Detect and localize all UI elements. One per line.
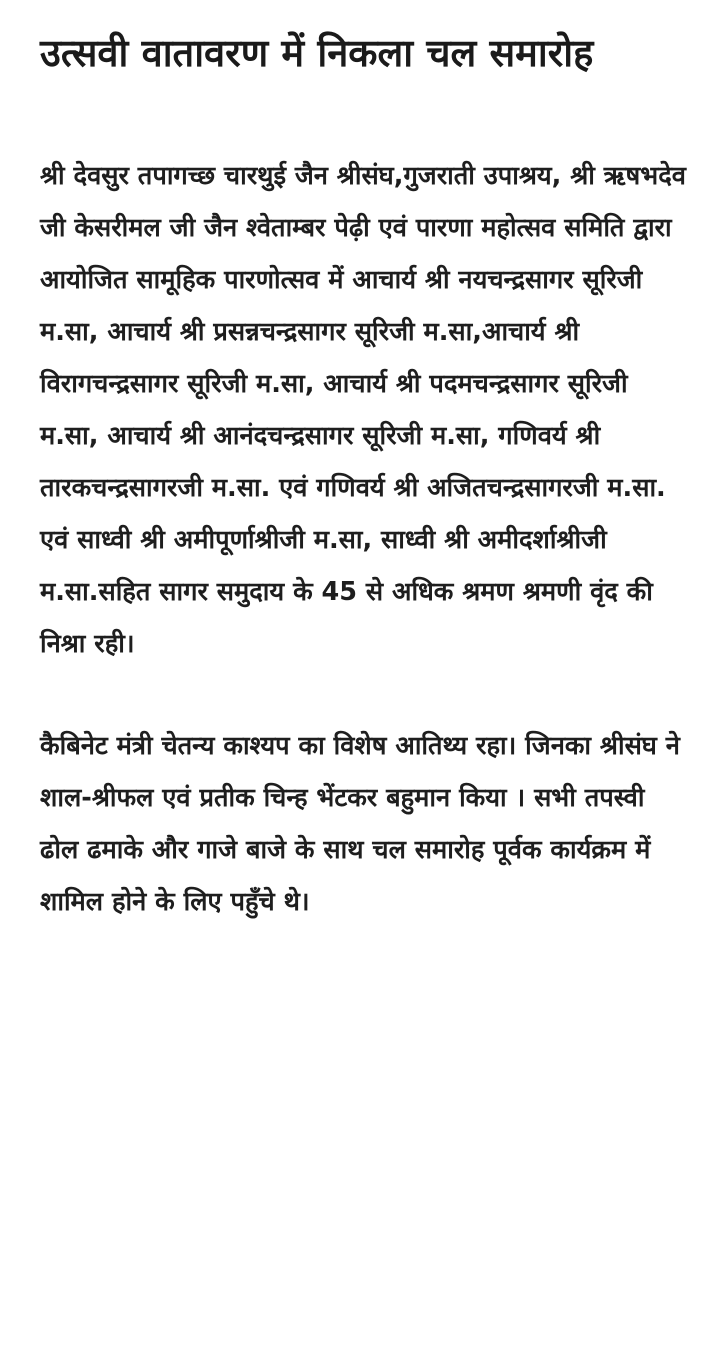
article-paragraph-2: कैबिनेट मंत्री चेतन्य काश्यप का विशेष आतिथ्य रहा। जिनका श्रीसंघ ने शाल-श्रीफल एवं प्रतीक चिन्ह भेंटकर बहुमान किया । सभी तपस्वी ढोल ढमाके और गाजे बाजे के साथ चल समारोह पूर्वक कार्यक्रम में शामिल होने के लिए पहुँचे थे। (40, 731, 680, 917)
news-article (40, 18, 690, 928)
article-paragraph-1: श्री देवसुर तपागच्छ चारथुई जैन श्रीसंघ,गुजराती उपाश्रय, श्री ऋषभदेव जी केसरीमल जी जैन श्वेताम्बर पेढ़ी एवं पारणा महोत्सव समिति द्वारा आयोजित सामूहिक पारणोत्सव में आचार्य श्री नयचन्द्रसागर सूरिजी म.सा, आचार्य श्री प्रसन्नचन्द्रसागर सूरिजी म.सा,आचार्य श्री विरागचन्द्रसागर सूरिजी म.सा, आचार्य श्री पदमचन्द्रसागर सूरिजी म.सा, आचार्य श्री आनंदचन्द्रसागर सूरिजी म.सा, गणिवर्य श्री तारकचन्द्रसागरजी म.सा. एवं गणिवर्य श्री अजितचन्द्रसागरजी म.सा. एवं साध्वी श्री अमीपूर्णाश्रीजी म.सा, साध्वी श्री अमीदर्शाश्रीजी म.सा.सहित सागर समुदाय के 45 से अधिक श्रमण श्रमणी वृंद की निश्रा रही। (40, 161, 686, 659)
article-headline: उत्सवी वातावरण में निकला चल समारोह (40, 31, 594, 75)
